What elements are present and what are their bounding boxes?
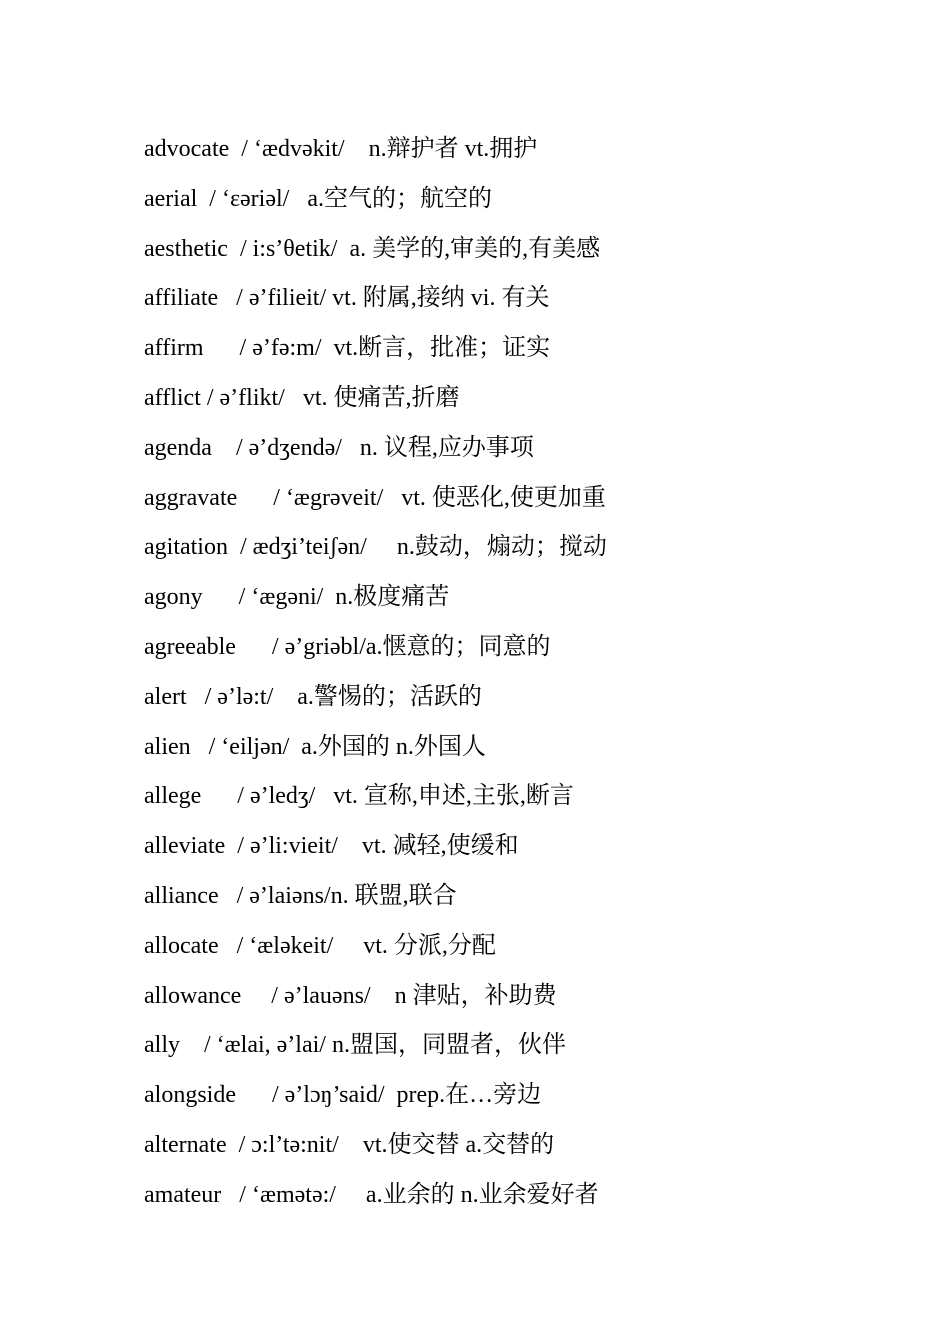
vocab-entry: affirm / ə’fə:m/ vt.断言，批准；证实 xyxy=(144,335,551,362)
vocab-entry: agitation / ædʒi’teiʃən/ n.鼓动，煽动；搅动 xyxy=(144,534,607,561)
vocab-entry: affiliate / ə’filieit/ vt. 附属,接纳 vi. 有关 xyxy=(144,285,550,312)
vocab-entry: alleviate / ə’li:vieit/ vt. 减轻,使缓和 xyxy=(144,833,519,860)
vocab-entry: allowance / ə’lauəns/ n 津贴，补助费 xyxy=(144,982,557,1009)
vocab-entry: alert / ə’lə:t/ a.警惕的；活跃的 xyxy=(144,683,482,710)
vocab-entry: alien / ‘eiljən/ a.外国的 n.外国人 xyxy=(144,733,486,760)
vocab-entry: aesthetic / i:s’θetik/ a. 美学的,审美的,有美感 xyxy=(144,235,601,262)
vocab-entry: agony / ‘ægəni/ n.极度痛苦 xyxy=(144,584,450,611)
vocab-entry: afflict / ə’flikt/ vt. 使痛苦,折磨 xyxy=(144,384,460,411)
vocab-entry: allocate / ‘æləkeit/ vt. 分派,分配 xyxy=(144,932,496,959)
vocab-entry: agreeable / ə’griəbl/a.惬意的；同意的 xyxy=(144,633,551,660)
vocab-entry: agenda / ə’dʒendə/ n. 议程,应办事项 xyxy=(144,434,534,461)
vocab-entry: amateur / ‘æmətə:/ a.业余的 n.业余爱好者 xyxy=(144,1181,599,1208)
vocab-entry: allege / ə’ledʒ/ vt. 宣称,申述,主张,断言 xyxy=(144,783,574,810)
vocab-entry: advocate / ‘ædvəkit/ n.辩护者 vt.拥护 xyxy=(144,136,538,162)
vocab-entry: alternate / ɔ:l’tə:nit/ vt.使交替 a.交替的 xyxy=(144,1131,555,1158)
vocab-entry: aerial / ‘εəriəl/ a.空气的；航空的 xyxy=(144,185,492,212)
vocab-entry: ally / ‘ælai, ə’lai/ n.盟国，同盟者，伙伴 xyxy=(144,1032,566,1059)
vocabulary-list xyxy=(144,130,904,1226)
vocab-entry: aggravate / ‘ægrəveit/ vt. 使恶化,使更加重 xyxy=(144,484,606,511)
vocab-entry: alliance / ə’laiəns/n. 联盟,联合 xyxy=(144,882,457,909)
vocab-entry: alongside / ə’lɔŋ’said/ prep.在…旁边 xyxy=(144,1082,542,1109)
